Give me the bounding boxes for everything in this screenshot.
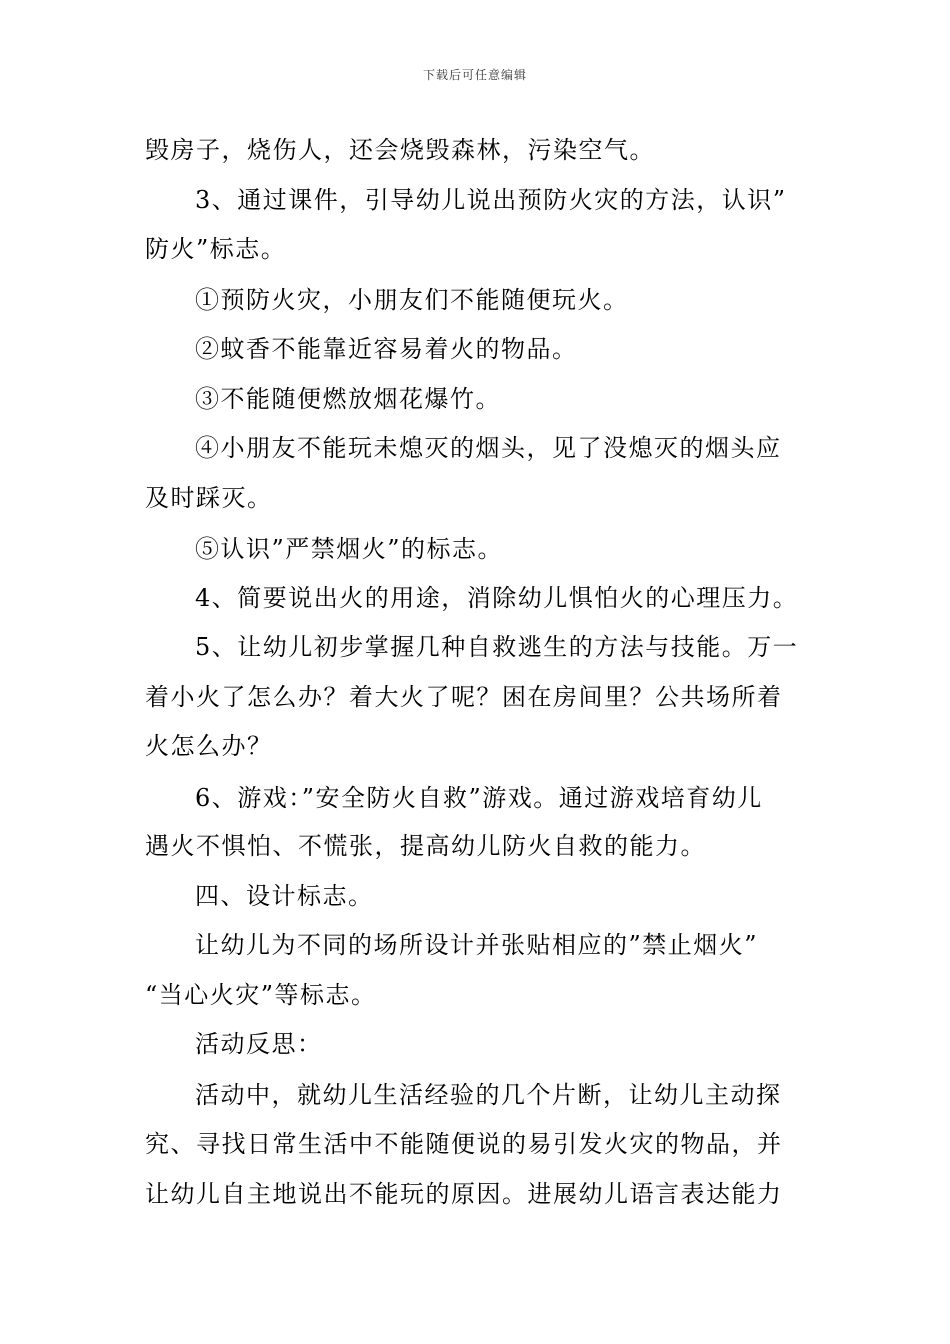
text-line: 究、寻找日常生活中不能随便说的易引发火灾的物品，并 — [145, 1130, 783, 1158]
text-line: 活动中，就幼儿生活经验的几个片断，让幼儿主动探 — [195, 1081, 782, 1109]
text-line: 四、设计标志。 — [195, 882, 374, 910]
text-line: 5、让幼儿初步掌握几种自救逃生的方法与技能。万一 — [195, 633, 799, 661]
text-line: 3、通过课件，引导幼儿说出预防火灾的方法，认识” — [195, 186, 787, 214]
text-line: 着小火了怎么办？着大火了呢？困在房间里？公共场所着 — [145, 683, 783, 711]
text-line: 毁房子，烧伤人，还会烧毁森林，污染空气。 — [145, 136, 655, 164]
text-line: ④小朋友不能玩未熄灭的烟头，见了没熄灭的烟头应 — [195, 434, 782, 462]
text-line: 火怎么办？ — [145, 732, 273, 760]
text-line: ③不能随便燃放烟花爆竹。 — [195, 385, 501, 413]
page-header-note: 下载后可任意编辑 — [422, 68, 527, 82]
text-line: “当心火灾”等标志。 — [145, 981, 377, 1009]
text-line: 及时踩灭。 — [145, 484, 273, 512]
text-line: 6、游戏：”安全防火自救”游戏。通过游戏培育幼儿 — [195, 784, 763, 812]
text-line: ⑤认识”严禁烟火”的标志。 — [195, 535, 504, 563]
text-line: ②蚊香不能靠近容易着火的物品。 — [195, 335, 578, 363]
text-line: 活动反思： — [195, 1030, 323, 1058]
text-line: 让幼儿为不同的场所设计并张贴相应的”禁止烟火” — [195, 931, 759, 959]
text-line: ①预防火灾，小朋友们不能随便玩火。 — [195, 286, 629, 314]
text-line: 4、简要说出火的用途，消除幼儿惧怕火的心理压力。 — [195, 584, 799, 612]
text-line: 防火”标志。 — [145, 235, 287, 263]
text-line: 遇火不惧怕、不慌张，提高幼儿防火自救的能力。 — [145, 832, 706, 860]
text-line: 让幼儿自主地说出不能玩的原因。进展幼儿语言表达能力 — [145, 1180, 783, 1208]
